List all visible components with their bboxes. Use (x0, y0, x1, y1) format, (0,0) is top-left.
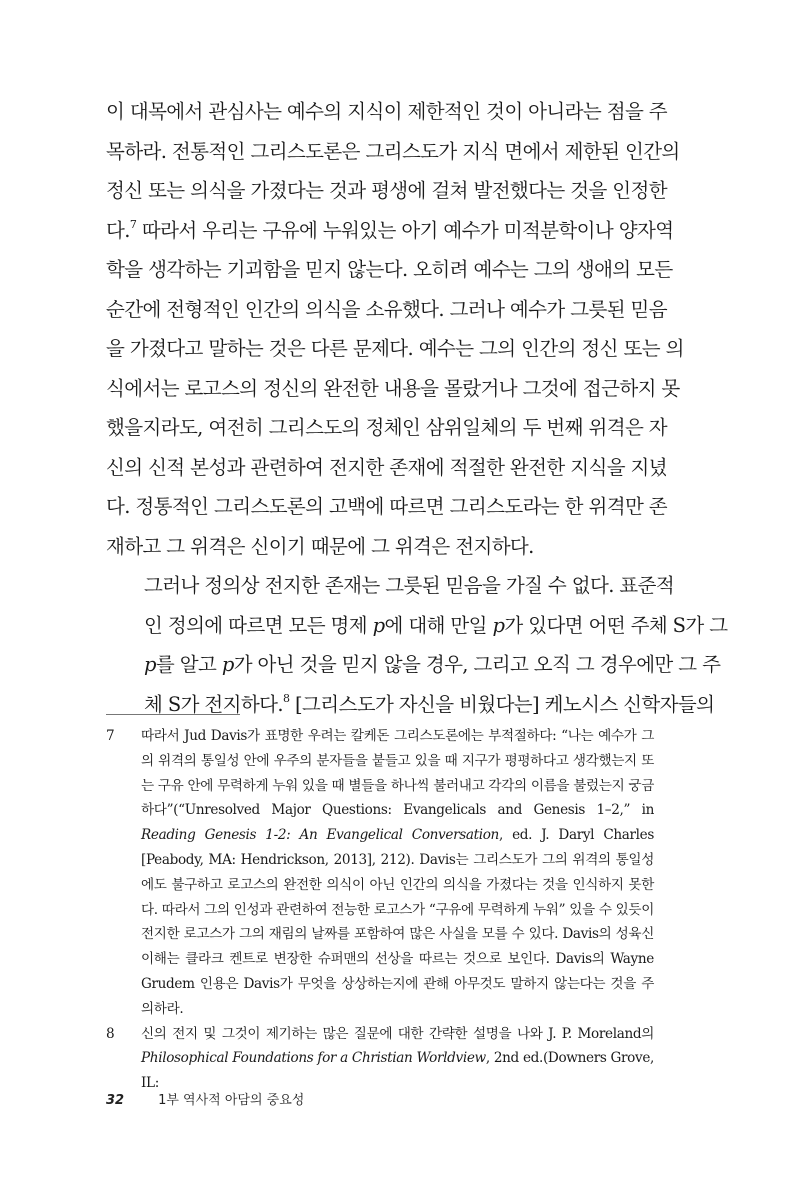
text-segment: 에 대해 만일 (384, 613, 493, 637)
text-line: 을 가졌다고 말하는 것은 다른 문제다. 예수는 그의 인간의 정신 또는 의 (106, 337, 684, 360)
footnote-number: 7 (106, 728, 115, 744)
text-segment: 신의 전지 및 그것이 제기하는 많은 질문에 대한 간략한 설명을 나와 J. P. Moreland의 (141, 1025, 654, 1042)
main-text (106, 92, 728, 724)
text-line: 다. 정통적인 그리스도론의 고백에 따르면 그리스도라는 한 위격만 존 (106, 495, 668, 518)
book-title: Philosophical Foundations for a Christian Worldview (141, 1050, 486, 1067)
text-segment: 따라서 우리는 구유에 누워있는 아기 예수가 미적분학이나 양자역 (136, 218, 674, 242)
text-segment: , ed. J. Daryl Charles [Peabody, MA: Hendrickson, 2013], 212). Davis는 그리스도가 그의 위격의 통일성에도 불구하고 로고스의 완전한 의식이 아닌 인간의 의식을 가졌다는 것을 인식하지 못한다. 따라서 그의 인성과 관련하여 전능한 로고스가 “구유에 무력하게 누워” 있을 수 있듯이 전지한 로고스가 그의 재림의 날짜를 포함하여 많은 사실을 모를 수 있다. Davis의 성육신 이해는 클라크 켄트로 변장한 슈퍼맨의 선상을 따르는 것으로 보인다. Davis의 Wayne Grudem 인용은 Davis가 무엇을 상상하는지에 관해 아무것도 말하지 않는다는 것을 주의하라. (141, 827, 654, 1017)
variable-p: p (221, 653, 234, 676)
footnote-text (141, 724, 654, 1022)
text-line: 재하고 그 위격은 신이기 때문에 그 위격은 전지하다. (106, 534, 534, 558)
text-line: 신의 신적 본성과 관련하여 전지한 존재에 적절한 완전한 지식을 지녔 (106, 455, 668, 479)
paragraph-1 (106, 92, 684, 566)
text-segment: , 2nd ed.(Downers Grove, IL: (141, 1050, 654, 1092)
text-line: 학을 생각하는 기괴함을 믿지 않는다. 오히려 예수는 그의 생애의 모든 (106, 258, 673, 281)
text-line: 이 대목에서 관심사는 예수의 지식이 제한적인 것이 아니라는 점을 주 (106, 100, 668, 123)
text-line (106, 211, 674, 251)
text-line: 순간에 전형적인 인간의 의식을 소유했다. 그러나 예수가 그릇된 믿음 (106, 297, 668, 321)
text-line: 했을지라도, 여전히 그리스도의 정체인 삼위일체의 두 번째 위격은 자 (106, 416, 668, 439)
page-footer (106, 1089, 304, 1108)
text-line (106, 606, 728, 646)
book-title: Reading Genesis 1-2: An Evangelical Conversation (141, 827, 499, 844)
text-line (106, 685, 715, 725)
text-segment: 가 아닌 것을 믿지 않을 경우, 그리고 오직 그 경우에만 그 주 (233, 653, 721, 676)
text-line: 그러나 정의상 전지한 존재는 그릇된 믿음을 가질 수 없다. 표준적 (144, 574, 675, 597)
variable-p: p (144, 653, 156, 676)
page-number: 32 (106, 1093, 125, 1108)
paragraph-2 (106, 566, 728, 724)
text-segment: 가 있다면 어떤 주체 S가 그 (504, 613, 728, 637)
text-line: 목하라. 전통적인 그리스도론은 그리스도가 지식 면에서 제한된 인간의 (106, 139, 680, 163)
footnote-8 (106, 1022, 654, 1096)
footnote-divider (106, 714, 240, 715)
text-line: 정신 또는 의식을 가졌다는 것과 평생에 걸쳐 발전했다는 것을 인정한 (106, 179, 668, 202)
variable-p: p (492, 613, 505, 637)
text-segment: 인 정의에 따르면 모든 명제 (144, 613, 373, 637)
footnote-ref-8[interactable]: 8 (282, 691, 290, 705)
text-segment: 체 S가 전지하다. (144, 692, 283, 716)
variable-p: p (372, 613, 385, 637)
text-segment: [그리스도가 자신을 비웠다는] 케노시스 신학자들의 (289, 692, 715, 716)
text-segment: 를 알고 (155, 653, 222, 676)
footnote-number: 8 (106, 1025, 115, 1042)
footnotes (106, 724, 654, 1096)
section-title: 1부 역사적 아담의 중요성 (158, 1093, 305, 1108)
footnote-ref-7[interactable]: 7 (129, 217, 137, 231)
text-line: 식에서는 로고스의 정신의 완전한 내용을 몰랐거나 그것에 접근하지 못 (106, 376, 680, 400)
footnote-text (141, 1022, 654, 1096)
footnote-7 (106, 724, 654, 1022)
text-segment: 다. (106, 218, 130, 242)
text-line (106, 645, 721, 685)
text-segment: 따라서 Jud Davis가 표명한 우려는 칼케돈 그리스도론에는 부적절하다: “나는 예수가 그의 위격의 통일성 안에 우주의 분자들을 붙들고 있을 때 지구가 평평하다고 생각했는지 또는 구유 안에 무력하게 누워 있을 때 별들을 하나씩 불러내고 각각의 이름을 불렀는지 궁금하다”(“Unresolved Major Questions: Evangelicals and Genesis 1–2,” in (141, 728, 654, 819)
